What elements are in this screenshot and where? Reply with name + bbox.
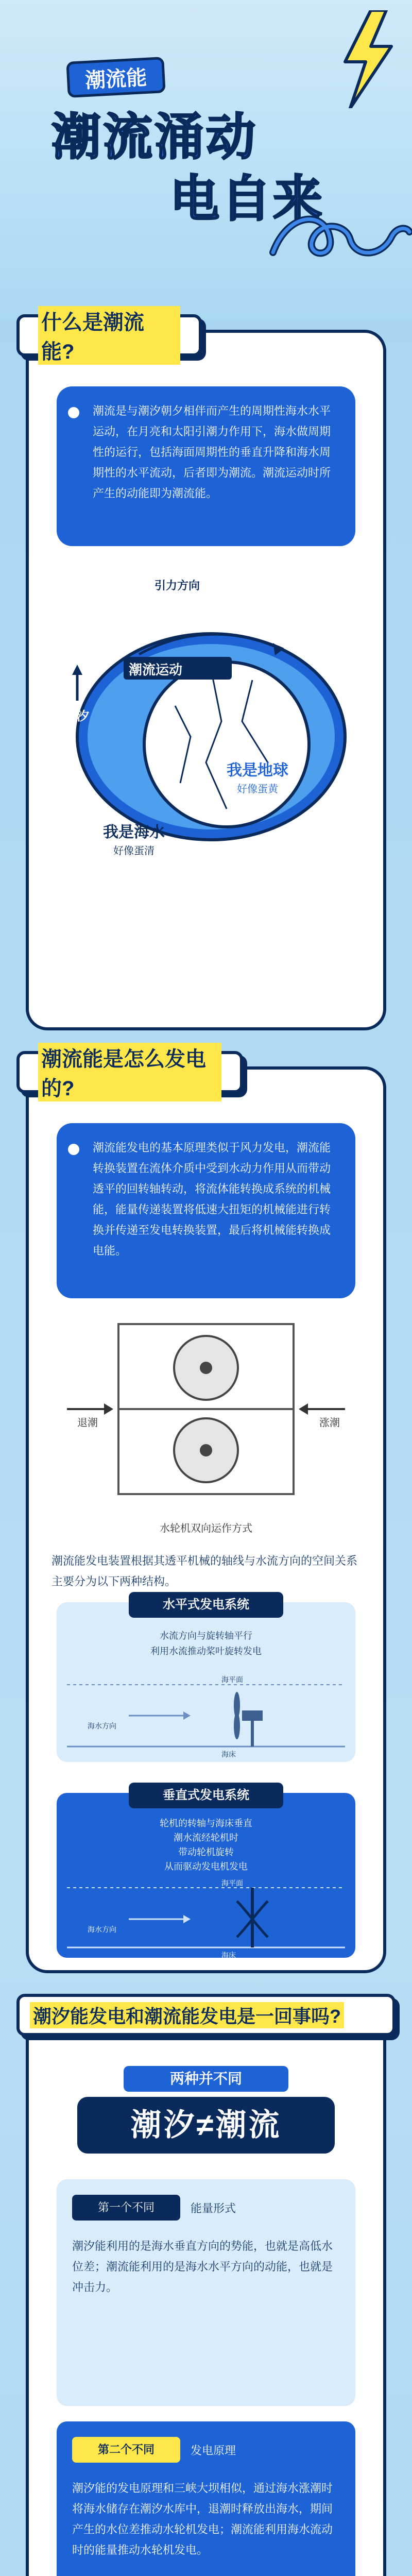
ebb-label: 退潮 — [77, 1417, 98, 1429]
section2-body: 潮流能发电的基本原理类似于风力发电，潮流能转换装置在流体介质中受到水动力作用从而带动透平的回转轴转动，将流体能转换成系统的机械能，能量传递装置将低速大扭矩的机械能进行转换并传递至发电转换装置，最后将机械能转换成电能。 — [93, 1141, 331, 1257]
vertical-sea-level: 海平面 — [221, 1879, 243, 1887]
banner-tag: 两种并不同 — [124, 2066, 288, 2092]
vertical-flow-label: 海水方向 — [88, 1925, 116, 1934]
bullet-dot — [68, 1144, 79, 1155]
horizontal-system-desc: 水流方向与旋转轴平行 利用水流推动桨叶旋转发电 — [150, 1631, 262, 1656]
section2-para: 潮流能发电装置根据其透平机械的轴线与水流方向的空间关系主要分为以下两种结构。 — [52, 1554, 358, 1588]
turbine-caption: 水轮机双向运作方式 — [160, 1523, 252, 1534]
hero-tag — [66, 57, 165, 98]
section2-title: 潮流能是怎么发电的? — [16, 1051, 243, 1093]
vertical-system-desc: 轮机的转轴与海床垂直 潮水流经轮机时 带动轮机旋转 从而驱动发电机发电 — [160, 1818, 252, 1872]
wave-icon — [268, 201, 412, 268]
diff2-body: 潮汐能的发电原理和三峡大坝相似，通过海水涨潮时将海水储存在潮汐水库中，退潮时释放出海水，期间产生的水位差推动水轮机发电；潮流能利用海水流动时的能量推动水轮机发电。 — [72, 2482, 333, 2556]
tide-motion-label: 潮流运动 — [129, 662, 183, 677]
attraction-label: 引力方向 — [154, 579, 200, 592]
diff1-body: 潮汐能利用的是海水垂直方向的势能，也就是高低水位差；潮流能利用的是海水水平方向的动能，也就是冲击力。 — [72, 2240, 333, 2294]
earth-tide-diagram — [57, 567, 355, 855]
hero-tag-text: 潮流能 — [84, 66, 148, 92]
earth-label: 我是地球 — [227, 762, 288, 779]
section1-body: 潮流是与潮汐朝夕相伴而产生的周期性海水水平运动，在月亮和太阳引潮力作用下，海水做周期性的运行，包括海面周期性的垂直升降和海水周期性的水平流动，后者即为潮流。潮流运动时所产生的动能即为潮流能。 — [93, 404, 331, 500]
diff2-tag: 第二个不同 — [72, 2437, 180, 2463]
diff2-title: 发电原理 — [191, 2444, 236, 2457]
vertical-turbine-icon — [67, 1880, 345, 1953]
diff1-tag: 第一个不同 — [72, 2195, 180, 2221]
lightning-icon — [335, 10, 397, 108]
vertical-seabed: 海床 — [221, 1951, 236, 1959]
section2-textbox — [57, 1123, 355, 1298]
horizontal-turbine-icon — [67, 1674, 345, 1752]
horizontal-system-title: 水平式发电系统 — [129, 1592, 283, 1618]
horizontal-seabed: 海床 — [221, 1750, 236, 1758]
vertical-system-title: 垂直式发电系统 — [129, 1783, 283, 1808]
hero-title-line1: 潮流涌动 — [52, 110, 258, 165]
section1-title: 什么是潮流能? — [16, 314, 202, 357]
water-sub-label: 好像蛋清 — [113, 845, 154, 857]
section1-textbox — [57, 386, 355, 546]
water-label: 我是海水 — [103, 824, 165, 841]
horizontal-sea-level: 海平面 — [221, 1675, 243, 1684]
bullet-dot — [68, 407, 79, 418]
flood-label: 涨潮 — [319, 1417, 340, 1429]
section3-title: 潮汐能发电和潮流能发电是一回事吗? — [16, 1994, 396, 2036]
horizontal-flow-label: 海水方向 — [88, 1722, 116, 1730]
earth-sub-label: 好像蛋黄 — [237, 784, 278, 795]
tide-label: 潮汐 — [64, 709, 89, 723]
hero-title-line2: 电自来 — [170, 172, 324, 227]
diff1-title: 能量形式 — [191, 2202, 236, 2215]
turbine-diagram — [57, 1319, 355, 1515]
banner-main: 潮汐≠潮流 — [77, 2097, 335, 2154]
